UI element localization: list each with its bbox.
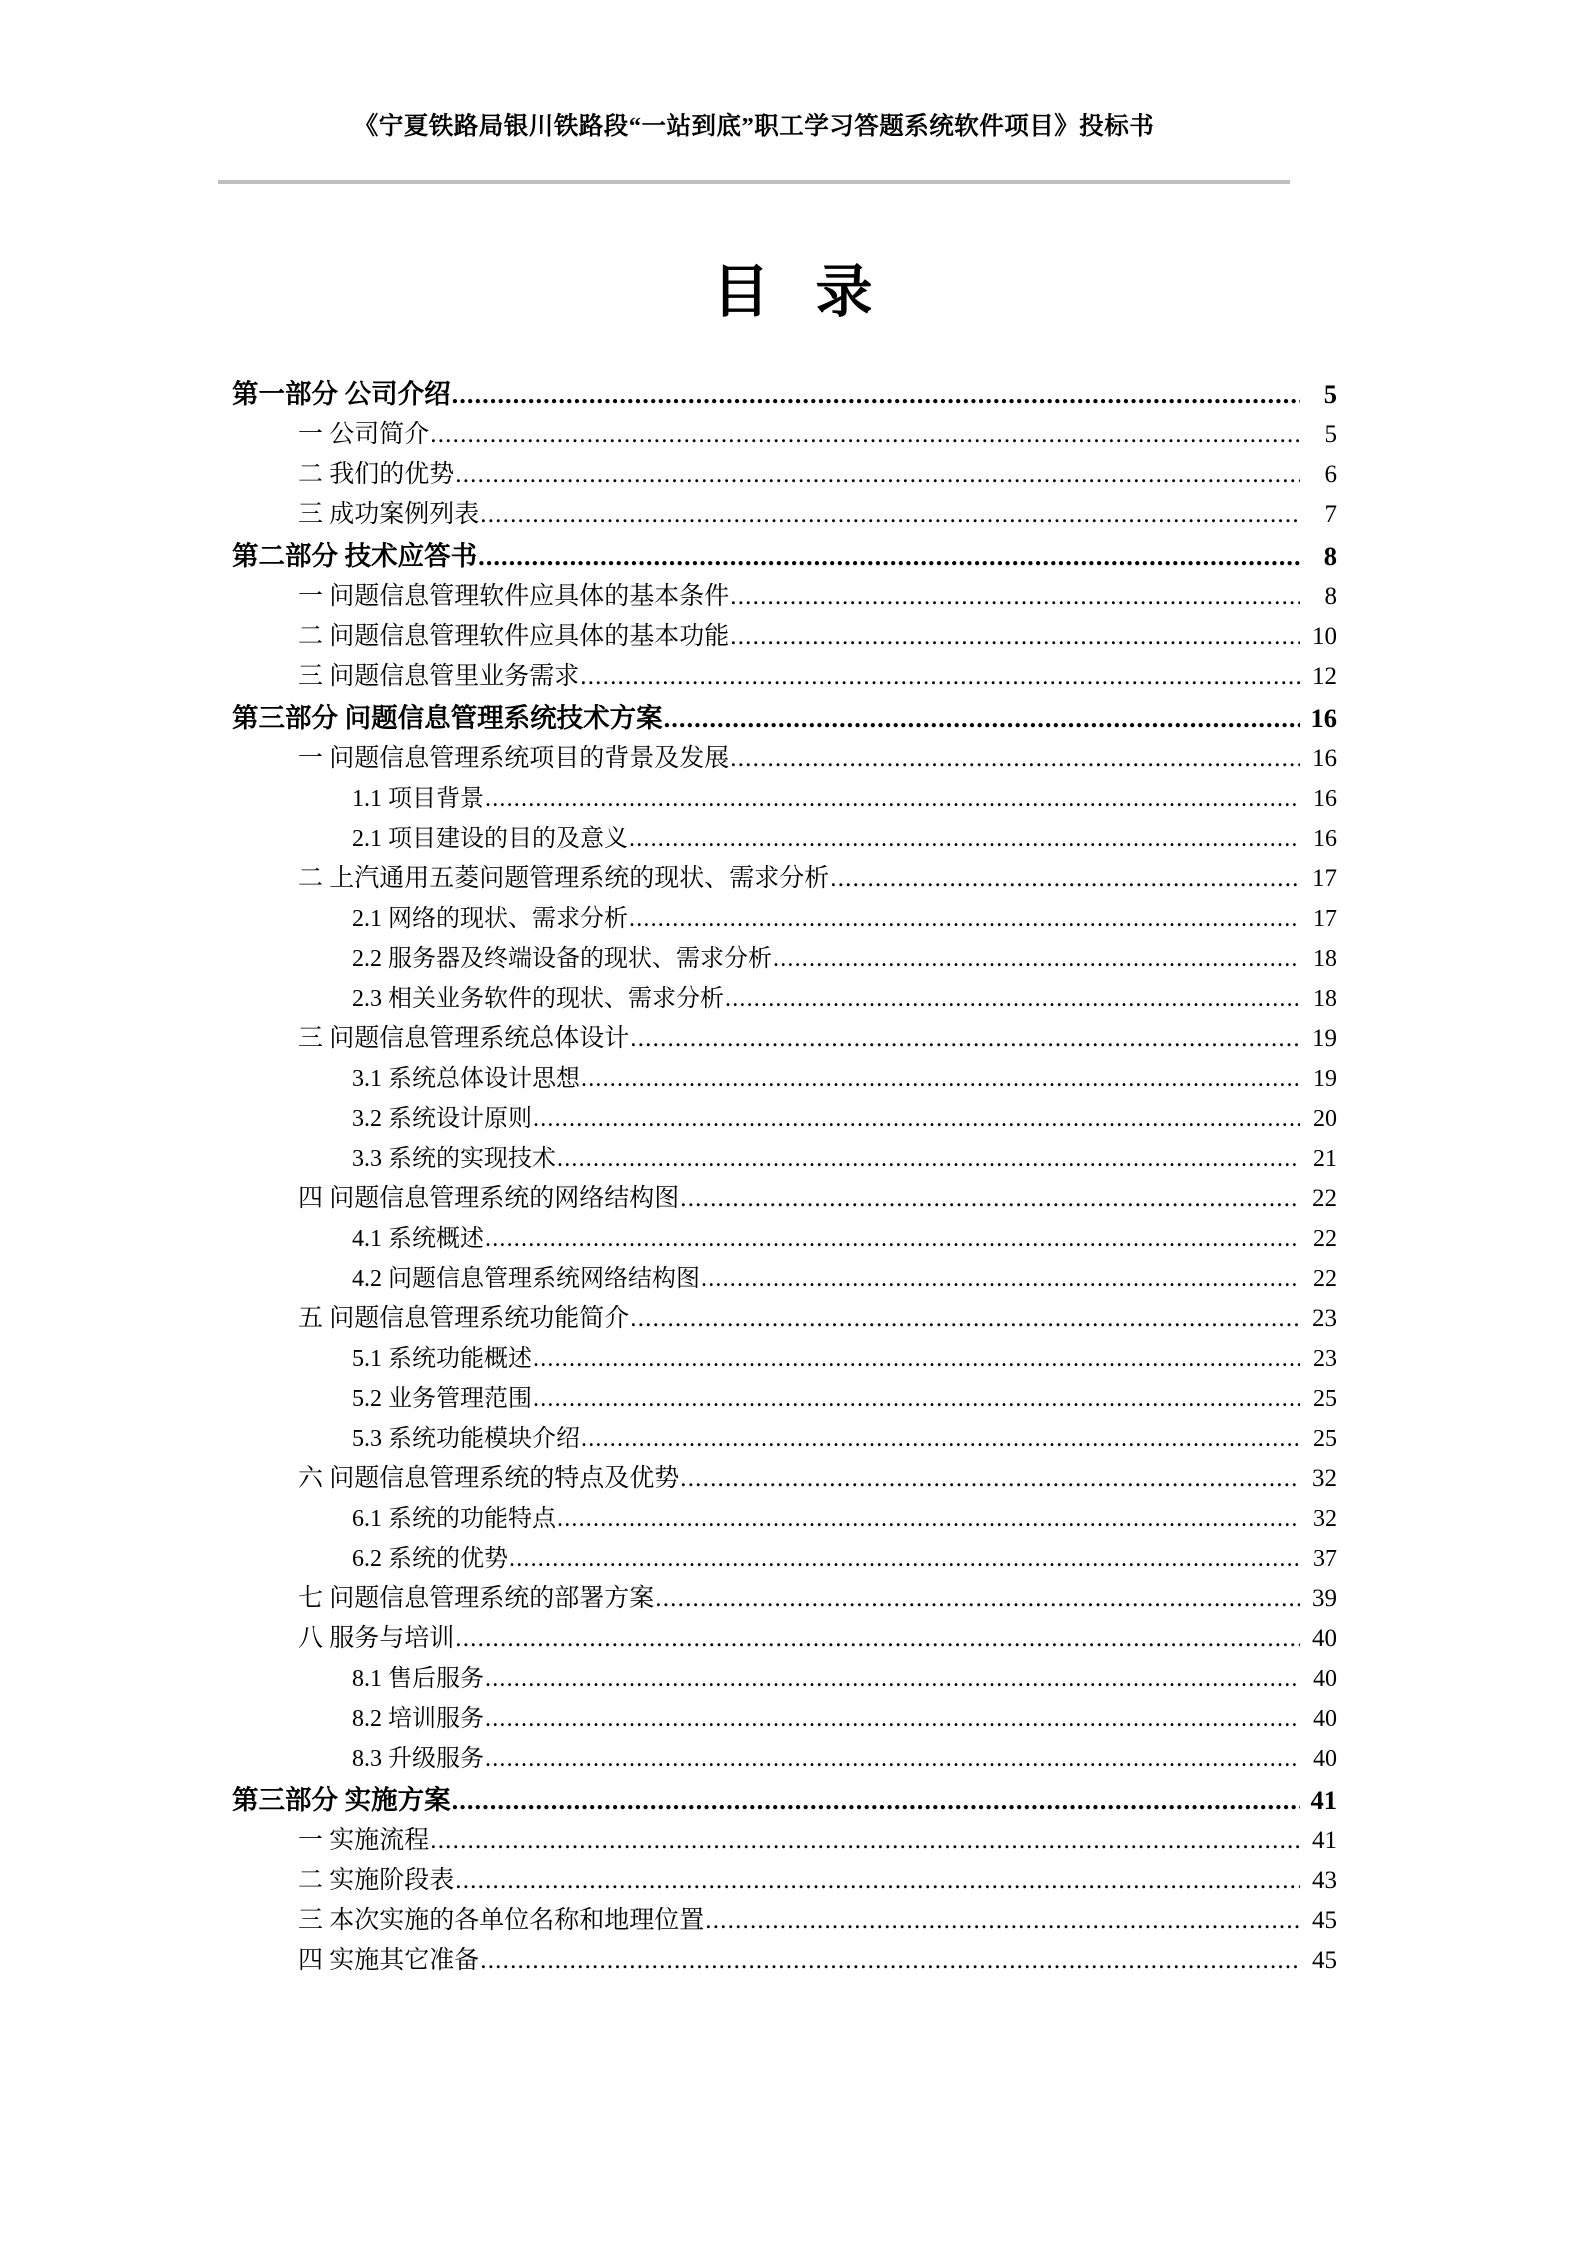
toc-entry[interactable]	[232, 414, 1337, 454]
toc-leader-dots	[680, 1186, 1300, 1211]
toc-leader-dots	[557, 1507, 1300, 1531]
toc-entry[interactable]	[232, 656, 1337, 696]
toc-entry-page-number: 16	[1312, 745, 1337, 772]
toc-entry-label: 2.1 项目建设的目的及意义	[352, 826, 628, 852]
toc-entry-label: 三 问题信息管理系统总体设计	[298, 1025, 630, 1052]
toc-entry-label: 一 问题信息管理系统项目的背景及发展	[298, 745, 730, 772]
toc-entry-label: 2.3 相关业务软件的现状、需求分析	[352, 986, 724, 1012]
toc-leader-dots	[629, 907, 1300, 931]
toc-entry-page-number: 40	[1312, 1625, 1337, 1652]
toc-leader-dots	[773, 947, 1300, 971]
toc-entry-page-number: 10	[1312, 623, 1337, 650]
toc-entry-page-number: 23	[1313, 1346, 1337, 1372]
toc-leader-dots	[725, 987, 1300, 1011]
toc-entry-page-number: 19	[1312, 1025, 1337, 1052]
toc-leader-dots	[455, 1626, 1300, 1651]
toc-entry-label: 三 成功案例列表	[298, 501, 480, 528]
toc-entry-label: 3.3 系统的实现技术	[352, 1146, 556, 1172]
toc-entry[interactable]	[232, 1378, 1337, 1418]
toc-entry[interactable]	[232, 1698, 1337, 1738]
toc-leader-dots	[730, 624, 1300, 649]
toc-leader-dots	[485, 1667, 1300, 1691]
page-title-char-left: 目	[712, 261, 772, 324]
toc-entry-page-number: 17	[1312, 865, 1337, 892]
toc-leader-dots	[705, 1908, 1300, 1933]
toc-entry-page-number: 7	[1324, 501, 1337, 528]
toc-leader-dots	[581, 1067, 1300, 1091]
toc-leader-dots	[485, 1707, 1300, 1731]
toc-entry-label: 2.1 网络的现状、需求分析	[352, 906, 628, 932]
toc-entry[interactable]	[232, 1820, 1337, 1860]
toc-leader-dots	[485, 1227, 1300, 1251]
toc-entry-label: 5.3 系统功能模块介绍	[352, 1426, 580, 1452]
toc-leader-dots	[430, 422, 1300, 447]
toc-entry[interactable]	[232, 616, 1337, 656]
toc-entry[interactable]	[232, 1138, 1337, 1178]
toc-leader-dots	[730, 746, 1300, 771]
toc-leader-dots	[480, 1948, 1300, 1973]
toc-entry[interactable]	[232, 1218, 1337, 1258]
toc-leader-dots	[629, 827, 1300, 851]
toc-entry-label: 第一部分 公司介绍	[232, 379, 451, 409]
toc-entry-page-number: 40	[1313, 1746, 1337, 1772]
toc-entry-page-number: 16	[1313, 786, 1337, 812]
toc-entry-page-number: 41	[1310, 1785, 1337, 1815]
toc-entry-label: 第三部分 实施方案	[232, 1785, 451, 1815]
toc-leader-dots	[630, 1026, 1300, 1051]
toc-leader-dots	[480, 502, 1300, 527]
toc-entry-label: 2.2 服务器及终端设备的现状、需求分析	[352, 946, 772, 972]
toc-entry-page-number: 45	[1312, 1947, 1337, 1974]
toc-entry[interactable]	[232, 1178, 1337, 1218]
toc-leader-dots	[533, 1107, 1300, 1131]
toc-entry-label: 4.2 问题信息管理系统网络结构图	[352, 1266, 700, 1292]
toc-entry-page-number: 8	[1323, 541, 1337, 571]
toc-entry[interactable]	[232, 938, 1337, 978]
toc-entry-page-number: 12	[1312, 663, 1337, 690]
toc-entry-label: 8.2 培训服务	[352, 1706, 484, 1732]
toc-entry[interactable]	[232, 1018, 1337, 1058]
toc-entry[interactable]	[232, 1058, 1337, 1098]
toc-entry[interactable]	[232, 454, 1337, 494]
toc-leader-dots	[580, 664, 1300, 689]
toc-entry-page-number: 22	[1312, 1185, 1337, 1212]
toc-entry[interactable]	[232, 1298, 1337, 1338]
toc-entry-page-number: 40	[1313, 1706, 1337, 1732]
toc-entry[interactable]	[232, 1538, 1337, 1578]
toc-leader-dots	[478, 543, 1300, 570]
toc-leader-dots	[485, 1747, 1300, 1771]
toc-leader-dots	[701, 1267, 1300, 1291]
toc-entry[interactable]	[232, 1098, 1337, 1138]
toc-leader-dots	[430, 1828, 1300, 1853]
toc-entry[interactable]	[232, 1258, 1337, 1298]
toc-entry-page-number: 32	[1312, 1465, 1337, 1492]
toc-entry-label: 四 问题信息管理系统的网络结构图	[298, 1185, 680, 1212]
table-of-contents	[232, 372, 1337, 1980]
toc-entry[interactable]	[232, 1860, 1337, 1900]
toc-entry-page-number: 19	[1313, 1066, 1337, 1092]
toc-entry-label: 3.2 系统设计原则	[352, 1106, 532, 1132]
toc-entry-page-number: 25	[1313, 1386, 1337, 1412]
toc-entry[interactable]	[232, 1458, 1337, 1498]
toc-entry[interactable]	[232, 534, 1337, 576]
toc-leader-dots	[533, 1387, 1300, 1411]
toc-leader-dots	[452, 1787, 1300, 1814]
toc-entry[interactable]	[232, 1940, 1337, 1980]
toc-leader-dots	[557, 1147, 1300, 1171]
toc-entry[interactable]	[232, 978, 1337, 1018]
toc-leader-dots	[730, 584, 1300, 609]
toc-entry[interactable]	[232, 1778, 1337, 1820]
toc-entry-page-number: 20	[1313, 1106, 1337, 1132]
toc-entry-label: 一 公司简介	[298, 421, 430, 448]
toc-entry-page-number: 16	[1313, 826, 1337, 852]
toc-entry-page-number: 6	[1324, 461, 1337, 488]
header-divider	[218, 180, 1290, 184]
toc-entry-label: 第三部分 问题信息管理系统技术方案	[232, 703, 663, 733]
toc-entry-page-number: 5	[1323, 379, 1337, 409]
toc-leader-dots	[581, 1427, 1300, 1451]
toc-entry-page-number: 45	[1312, 1907, 1337, 1934]
toc-entry-label: 二 我们的优势	[298, 461, 455, 488]
toc-entry-label: 4.1 系统概述	[352, 1226, 484, 1252]
toc-entry[interactable]	[232, 1418, 1337, 1458]
toc-entry-label: 5.2 业务管理范围	[352, 1386, 532, 1412]
toc-leader-dots	[655, 1586, 1300, 1611]
toc-entry-page-number: 22	[1313, 1266, 1337, 1292]
toc-leader-dots	[455, 1868, 1300, 1893]
toc-entry-page-number: 22	[1313, 1226, 1337, 1252]
toc-leader-dots	[680, 1466, 1300, 1491]
toc-entry-label: 一 问题信息管理软件应具体的基本条件	[298, 583, 730, 610]
toc-entry-page-number: 37	[1313, 1546, 1337, 1572]
toc-entry-label: 6.1 系统的功能特点	[352, 1506, 556, 1532]
toc-entry-label: 8.1 售后服务	[352, 1666, 484, 1692]
toc-entry-label: 8.3 升级服务	[352, 1746, 484, 1772]
toc-entry[interactable]	[232, 858, 1337, 898]
toc-entry[interactable]	[232, 576, 1337, 616]
toc-entry-page-number: 8	[1324, 583, 1337, 610]
toc-entry-page-number: 43	[1312, 1867, 1337, 1894]
toc-entry-page-number: 39	[1312, 1585, 1337, 1612]
page-title	[0, 262, 1587, 325]
toc-leader-dots	[830, 866, 1300, 891]
toc-entry-label: 3.1 系统总体设计思想	[352, 1066, 580, 1092]
toc-entry[interactable]	[232, 1578, 1337, 1618]
toc-entry-label: 二 问题信息管理软件应具体的基本功能	[298, 623, 730, 650]
toc-entry-page-number: 41	[1312, 1827, 1337, 1854]
toc-leader-dots	[455, 462, 1300, 487]
toc-entry-page-number: 16	[1310, 703, 1337, 733]
toc-entry-label: 一 实施流程	[298, 1827, 430, 1854]
toc-entry[interactable]	[232, 696, 1337, 738]
toc-entry-label: 八 服务与培训	[298, 1625, 455, 1652]
toc-leader-dots	[485, 787, 1300, 811]
toc-leader-dots	[452, 381, 1300, 408]
toc-entry[interactable]	[232, 818, 1337, 858]
toc-entry-page-number: 21	[1313, 1146, 1337, 1172]
toc-leader-dots	[509, 1547, 1300, 1571]
toc-entry-label: 三 问题信息管里业务需求	[298, 663, 580, 690]
toc-entry[interactable]	[232, 738, 1337, 778]
toc-leader-dots	[664, 705, 1300, 732]
toc-entry-page-number: 23	[1312, 1305, 1337, 1332]
toc-entry-label: 6.2 系统的优势	[352, 1546, 508, 1572]
toc-entry[interactable]	[232, 494, 1337, 534]
toc-entry-label: 六 问题信息管理系统的特点及优势	[298, 1465, 680, 1492]
toc-entry-label: 七 问题信息管理系统的部署方案	[298, 1585, 655, 1612]
toc-entry-page-number: 18	[1313, 946, 1337, 972]
toc-entry-page-number: 25	[1313, 1426, 1337, 1452]
toc-entry[interactable]	[232, 1738, 1337, 1778]
toc-entry-page-number: 40	[1313, 1666, 1337, 1692]
toc-entry-page-number: 5	[1324, 421, 1337, 448]
toc-entry-label: 二 上汽通用五菱问题管理系统的现状、需求分析	[298, 865, 830, 892]
toc-entry[interactable]	[232, 898, 1337, 938]
toc-entry-label: 二 实施阶段表	[298, 1867, 455, 1894]
toc-entry[interactable]	[232, 1498, 1337, 1538]
toc-entry-page-number: 32	[1313, 1506, 1337, 1532]
toc-leader-dots	[533, 1347, 1300, 1371]
running-header: 《宁夏铁路局银川铁路段“一站到底”职工学习答题系统软件项目》投标书	[353, 113, 1155, 140]
toc-entry-label: 5.1 系统功能概述	[352, 1346, 532, 1372]
toc-entry[interactable]	[232, 778, 1337, 818]
toc-entry[interactable]	[232, 372, 1337, 414]
toc-entry[interactable]	[232, 1338, 1337, 1378]
toc-entry-label: 四 实施其它准备	[298, 1947, 480, 1974]
page-title-char-right: 录	[815, 261, 875, 324]
toc-entry-label: 五 问题信息管理系统功能简介	[298, 1305, 630, 1332]
toc-entry-label: 1.1 项目背景	[352, 786, 484, 812]
toc-entry[interactable]	[232, 1658, 1337, 1698]
toc-entry-page-number: 17	[1313, 906, 1337, 932]
toc-leader-dots	[630, 1306, 1300, 1331]
toc-entry-label: 第二部分 技术应答书	[232, 541, 478, 571]
toc-entry-label: 三 本次实施的各单位名称和地理位置	[298, 1907, 705, 1934]
toc-entry-page-number: 18	[1313, 986, 1337, 1012]
toc-entry[interactable]	[232, 1900, 1337, 1940]
toc-entry[interactable]	[232, 1618, 1337, 1658]
